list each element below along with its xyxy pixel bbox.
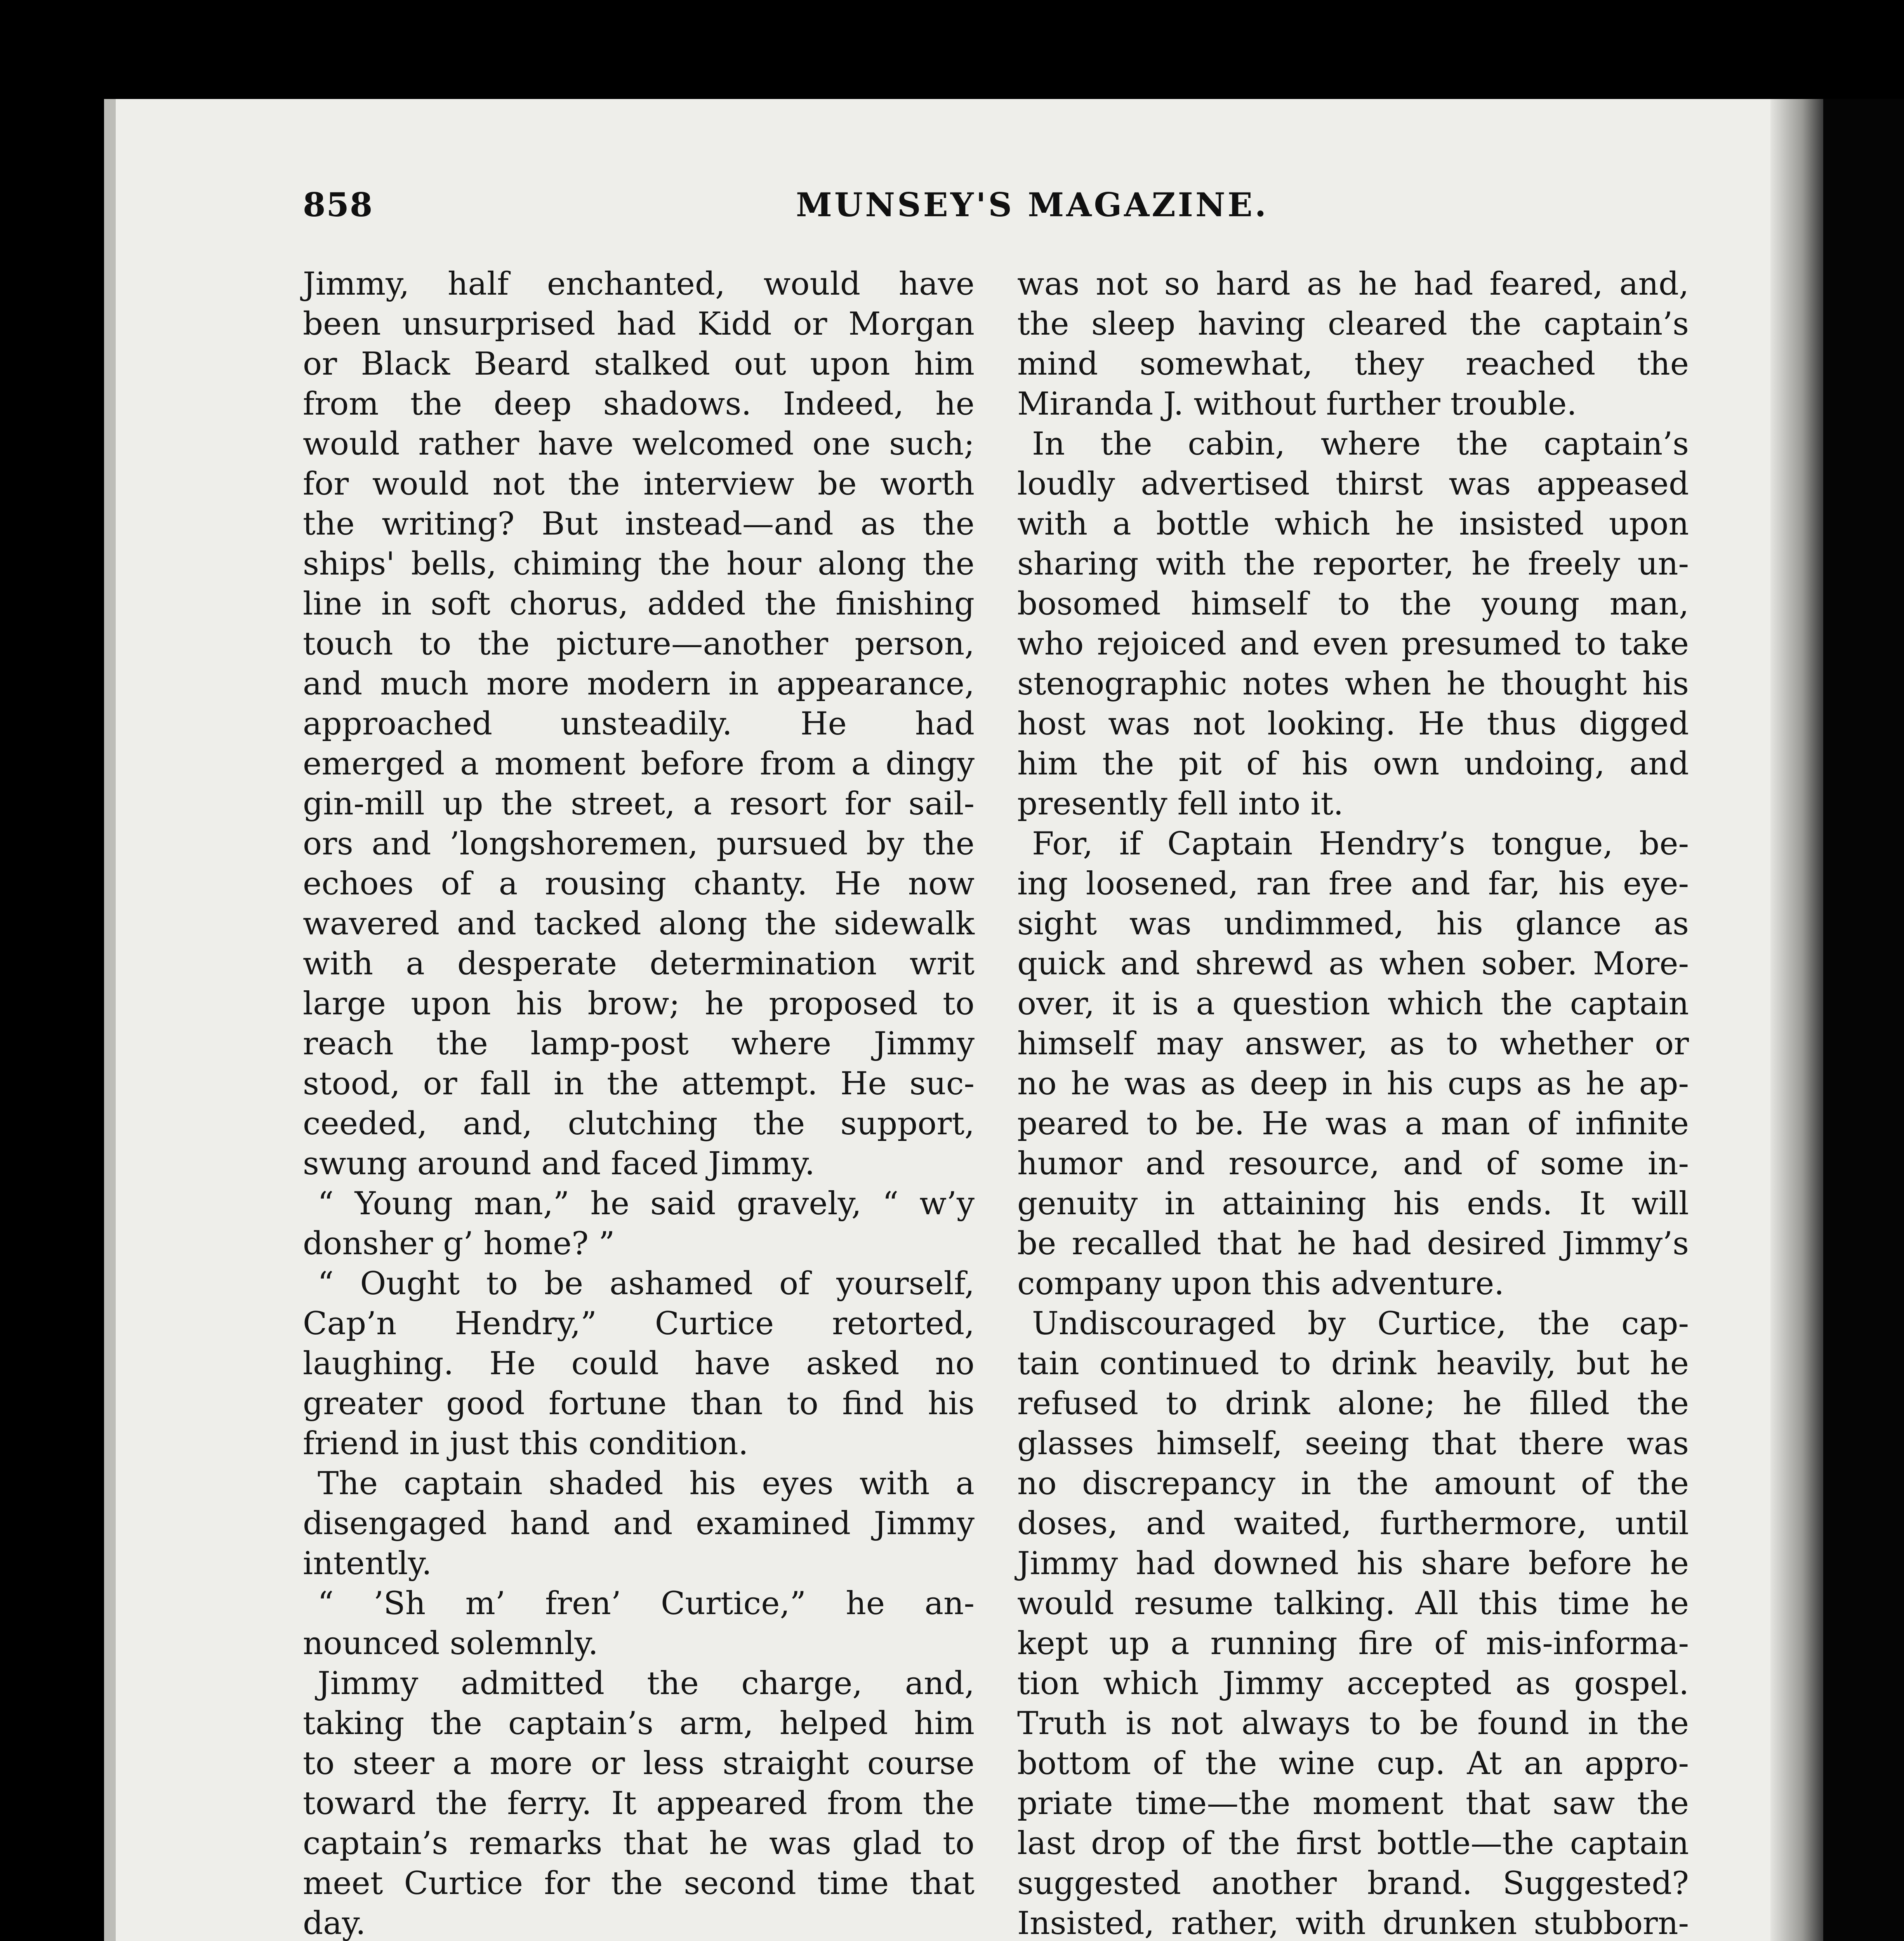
text-line: disengaged hand and examined Jimmy [303, 1505, 975, 1542]
text-line: for would not the interview be worth [303, 465, 975, 502]
text-line: refused to drink alone; he filled the [1017, 1385, 1689, 1422]
text-line: with a bottle which he insisted upon [1017, 505, 1689, 542]
text-line: line in soft chorus, added the finishing [303, 585, 975, 622]
text-line: greater good fortune than to find his [303, 1385, 975, 1422]
text-line: friend in just this condition. [303, 1425, 749, 1462]
text-line: reach the lamp-post where Jimmy [303, 1025, 975, 1062]
left-text-column [303, 264, 975, 1941]
text-line: sharing with the reporter, he freely un- [1017, 545, 1689, 582]
text-line: bottom of the wine cup. At an appro- [1017, 1745, 1689, 1782]
magazine-title: MUNSEY'S MAGAZINE. [796, 186, 1269, 224]
text-line: Miranda J. without further trouble. [1017, 385, 1577, 422]
text-line: to steer a more or less straight course [303, 1745, 975, 1782]
text-line: For, if Captain Hendry’s tongue, be- [1032, 825, 1689, 862]
text-line: approached unsteadily. He had [303, 705, 975, 742]
text-line: “ ’Sh m’ fren’ Curtice,” he an- [318, 1585, 975, 1622]
text-line: ors and ’longshoremen, pursued by the [303, 825, 975, 862]
text-line: large upon his brow; he proposed to [303, 985, 975, 1022]
text-line: presently fell into it. [1017, 785, 1344, 822]
text-line: intently. [303, 1545, 432, 1582]
text-line: the sleep having cleared the captain’s [1017, 306, 1689, 342]
text-line: day. [303, 1905, 366, 1941]
text-line: genuity in attaining his ends. It will [1017, 1185, 1689, 1222]
text-line: ships' bells, chiming the hour along the [303, 545, 975, 582]
text-line: donsher g’ home? ” [303, 1225, 615, 1262]
text-line: company upon this adventure. [1017, 1265, 1504, 1302]
text-line: would resume talking. All this time he [1017, 1585, 1689, 1622]
text-line: Cap’n Hendry,” Curtice retorted, [303, 1305, 975, 1342]
text-line: captain’s remarks that he was glad to [303, 1825, 975, 1862]
page-gutter-edge [104, 99, 116, 1941]
text-line: quick and shrewd as when sober. More- [1017, 945, 1689, 982]
text-line: Truth is not always to be found in the [1017, 1705, 1689, 1742]
text-line: be recalled that he had desired Jimmy’s [1017, 1225, 1689, 1262]
text-line: suggested another brand. Suggested? [1017, 1865, 1689, 1902]
text-line: humor and resource, and of some in- [1017, 1145, 1689, 1182]
text-line: meet Curtice for the second time that [303, 1865, 975, 1902]
text-line: “ Ought to be ashamed of yourself, [318, 1265, 975, 1302]
text-line: Jimmy admitted the charge, and, [318, 1665, 975, 1702]
right-text-column [1017, 264, 1689, 1941]
text-line: or Black Beard stalked out upon him [303, 345, 975, 382]
text-line: himself may answer, as to whether or [1017, 1025, 1689, 1062]
running-head [303, 186, 1697, 232]
text-line: would rather have welcomed one such; [303, 425, 975, 462]
text-line: doses, and waited, furthermore, until [1017, 1505, 1689, 1542]
text-line: was not so hard as he had feared, and, [1017, 266, 1689, 302]
text-line: priate time—the moment that saw the [1017, 1785, 1689, 1822]
text-line: tain continued to drink heavily, but he [1017, 1345, 1689, 1382]
text-line: laughing. He could have asked no [303, 1345, 975, 1382]
text-line: glasses himself, seeing that there was [1017, 1425, 1689, 1462]
text-line: emerged a moment before from a dingy [303, 745, 975, 782]
text-line: from the deep shadows. Indeed, he [303, 385, 975, 422]
text-line: taking the captain’s arm, helped him [303, 1705, 975, 1742]
text-line: The captain shaded his eyes with a [318, 1465, 975, 1502]
text-line: ing loosened, ran free and far, his eye- [1017, 865, 1689, 902]
text-line: Jimmy had downed his share before he [1017, 1545, 1689, 1582]
page-number: 858 [303, 186, 374, 224]
text-line: been unsurprised had Kidd or Morgan [303, 306, 975, 342]
text-line: the writing? But instead—and as the [303, 505, 975, 542]
text-line: stenographic notes when he thought his [1017, 665, 1689, 702]
text-line: touch to the picture—another person, [303, 625, 975, 662]
text-line: last drop of the first bottle—the captain [1017, 1825, 1689, 1862]
text-line: who rejoiced and even presumed to take [1017, 625, 1689, 662]
text-line: over, it is a question which the captain [1017, 985, 1689, 1022]
text-line: Undiscouraged by Curtice, the cap- [1032, 1305, 1689, 1342]
text-line: “ Young man,” he said gravely, “ w’y [318, 1185, 975, 1222]
page-curl-shadow [1770, 99, 1823, 1941]
text-line: and much more modern in appearance, [303, 665, 975, 702]
text-line: peared to be. He was a man of infinite [1017, 1105, 1689, 1142]
text-line: gin-mill up the street, a resort for sail- [303, 785, 975, 822]
text-line: with a desperate determination writ [303, 945, 975, 982]
text-line: tion which Jimmy accepted as gospel. [1017, 1665, 1689, 1702]
text-line: loudly advertised thirst was appeased [1017, 465, 1689, 502]
text-line: no he was as deep in his cups as he ap- [1017, 1065, 1689, 1102]
text-line: swung around and faced Jimmy. [303, 1145, 815, 1182]
scan-background-edge [1823, 99, 1904, 1941]
text-line: toward the ferry. It appeared from the [303, 1785, 975, 1822]
text-line: wavered and tacked along the sidewalk [303, 905, 975, 942]
text-line: kept up a running fire of mis-informa- [1017, 1625, 1689, 1662]
text-line: stood, or fall in the attempt. He suc- [303, 1065, 975, 1102]
text-line: him the pit of his own undoing, and [1017, 745, 1689, 782]
text-line: In the cabin, where the captain’s [1032, 425, 1689, 462]
text-line: mind somewhat, they reached the [1017, 345, 1689, 382]
text-line: ceeded, and, clutching the support, [303, 1105, 975, 1142]
text-line: bosomed himself to the young man, [1017, 585, 1689, 622]
text-line: Jimmy, half enchanted, would have [303, 266, 975, 302]
text-line: no discrepancy in the amount of the [1017, 1465, 1689, 1502]
text-line: echoes of a rousing chanty. He now [303, 865, 975, 902]
text-line: host was not looking. He thus digged [1017, 705, 1689, 742]
text-line: Insisted, rather, with drunken stubborn- [1017, 1905, 1689, 1941]
text-line: nounced solemnly. [303, 1625, 598, 1662]
text-line: sight was undimmed, his glance as [1017, 905, 1689, 942]
